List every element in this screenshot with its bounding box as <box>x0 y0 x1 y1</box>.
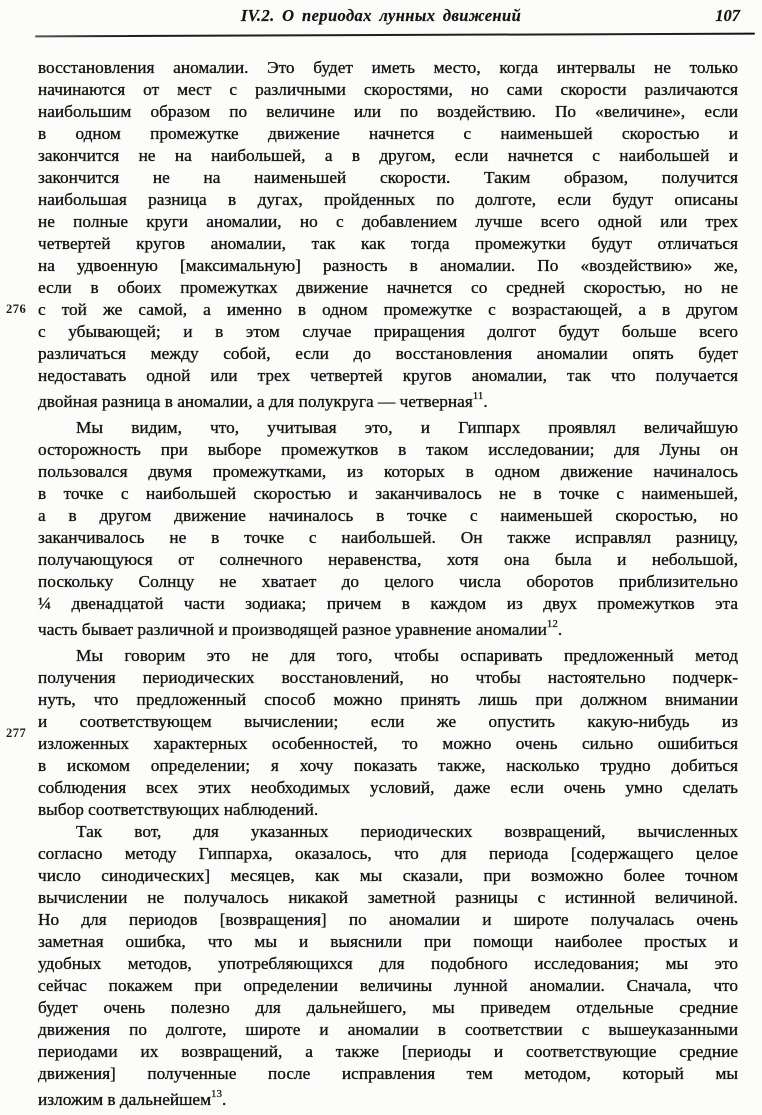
text-line: Мы говорим это не для того, чтобы оспаривать предложенный метод <box>76 646 738 665</box>
text-line: если в обоих промежутках движение начнется со средней скоростью, но не <box>38 278 738 297</box>
text-line: двойная разница в аномалии, а для полукруга — четверная$^{11}$. <box>38 390 488 411</box>
text-line: удобных методов, употребляющихся для подобного исследования; мы это <box>38 954 738 973</box>
text-line: сейчас покажем при определении величины лунной аномалии. Сначала, что <box>38 976 738 995</box>
text-line: заметная ошибка, что мы и выяснили при помощи наиболее простых и <box>38 932 738 951</box>
text-line: получающуюся от солнечного неравенства, хотя она была и небольшой, <box>38 550 738 569</box>
text-line: не полные круги аномалии, но с добавлением лучше всего одной или трех <box>38 212 738 231</box>
text-line: с убывающей; и в этом случае приращения долгот будут больше всего <box>38 322 738 341</box>
footnote-marker: 11 <box>472 390 484 403</box>
text-line: выбор соответствующих наблюдений. <box>38 800 319 819</box>
text-line: различаться между собой, если до восстановления аномалии опять будет <box>38 344 738 363</box>
text-line: и соответствующем вычислении; если же опустить какую-нибудь из <box>38 712 738 731</box>
text-line: четвертей кругов аномалии, так как тогда промежутки будут отличаться <box>38 234 738 253</box>
running-head <box>0 6 762 30</box>
text-line: недоставать одной или трех четвертей кругов аномалии, так что получается <box>38 366 738 385</box>
text-line: ¼ двенадцатой части зодиака; причем в каждом из двух промежутков эта <box>38 594 738 613</box>
text-line: наибольшим образом по величине или по воздействию. По «величине», если <box>38 102 738 121</box>
page-number: 107 <box>715 6 740 25</box>
text-line: периодами их возвращений, а также [периоды и соответствующие средние <box>38 1042 738 1061</box>
text-line: Но для периодов [возвращения] по аномалии и широте получалась очень <box>38 910 738 929</box>
footnote-marker: 12 <box>546 618 558 631</box>
text-line: будет очень полезно для дальнейшего, мы приведем отдельные средние <box>38 998 738 1017</box>
text-line: пользовался двумя промежутками, из которых в одном движение начиналось <box>38 462 738 481</box>
text-line: Так вот, для указанных периодических возвращений, вычисленных <box>76 822 738 841</box>
text-line: получения периодических восстановлений, но чтобы настоятельно подчерк- <box>38 668 738 687</box>
text-line: с той же самой, а именно в одном промежутке с возрастающей, а в другом <box>38 300 738 319</box>
text-line: число синодических] месяцев, как мы сказали, при возможно более точном <box>38 866 738 885</box>
text-line: часть бывает различной и производящей разное уравнение аномалии$^{12}$. <box>38 618 563 639</box>
text-line: заканчивалось не в точке с наибольшей. Он также исправлял разницу, <box>38 528 738 547</box>
body-text <box>38 57 738 1115</box>
text-line: поскольку Солнцу не хватает до целого числа оборотов приблизительно <box>38 572 738 591</box>
text-line: в одном промежутке движение начнется с наименьшей скоростью и <box>38 124 738 143</box>
margin-section-number-276: 276 <box>6 302 27 316</box>
text-line: начинаются от мест с различными скоростями, но сами скорости различаются <box>38 80 738 99</box>
text-line: движения] полученные после исправления тем методом, который мы <box>38 1064 738 1083</box>
text-line: закончится не на наименьшей скорости. Таким образом, получится <box>38 168 738 187</box>
text-line: согласно методу Гиппарха, оказалось, что для периода [содержащего целое <box>38 844 738 863</box>
margin-section-number-277: 277 <box>6 726 27 740</box>
text-line: нуть, что предложенный способ можно принять лишь при должном внимании <box>38 690 738 709</box>
text-line: в точке с наибольшей скоростью и заканчивалось не в точке с наименьшей, <box>38 484 738 503</box>
text-line: соблюдения всех этих необходимых условий, даже если очень умно сделать <box>38 778 738 797</box>
text-line: движения по долготе, широте и аномалии в соответствии с вышеуказанными <box>38 1020 738 1039</box>
text-line: изложенных характерных особенностей, то можно очень сильно ошибиться <box>38 734 738 753</box>
text-line: в искомом определении; я хочу показать также, насколько трудно добиться <box>38 756 738 775</box>
text-line: на удвоенную [максимальную] разность в аномалии. По «воздействию» же, <box>38 256 738 275</box>
text-line: наибольшая разница в дугах, пройденных по долготе, если будут описаны <box>38 190 738 209</box>
section-title: IV.2. О периодах лунных движений <box>240 6 522 25</box>
text-line: осторожность при выборе промежутков в таком исследовании; для Луны он <box>38 440 738 459</box>
footnote-marker: 13 <box>211 1088 223 1101</box>
text-line: изложим в дальнейшем$^{13}$. <box>38 1088 227 1109</box>
text-line: восстановления аномалии. Это будет иметь место, когда интервалы не только <box>38 58 738 77</box>
header-rule <box>35 33 755 38</box>
text-line: закончится не на наибольшей, а в другом, если начнется с наибольшей и <box>38 146 738 165</box>
text-line: вычислении не получалось никакой заметной разницы с истинной величиной. <box>38 888 738 907</box>
text-line: а в другом движение начиналось в точке с наименьшей скоростью, но <box>38 506 738 525</box>
text-line: Мы видим, что, учитывая это, и Гиппарх проявлял величайшую <box>76 418 738 437</box>
